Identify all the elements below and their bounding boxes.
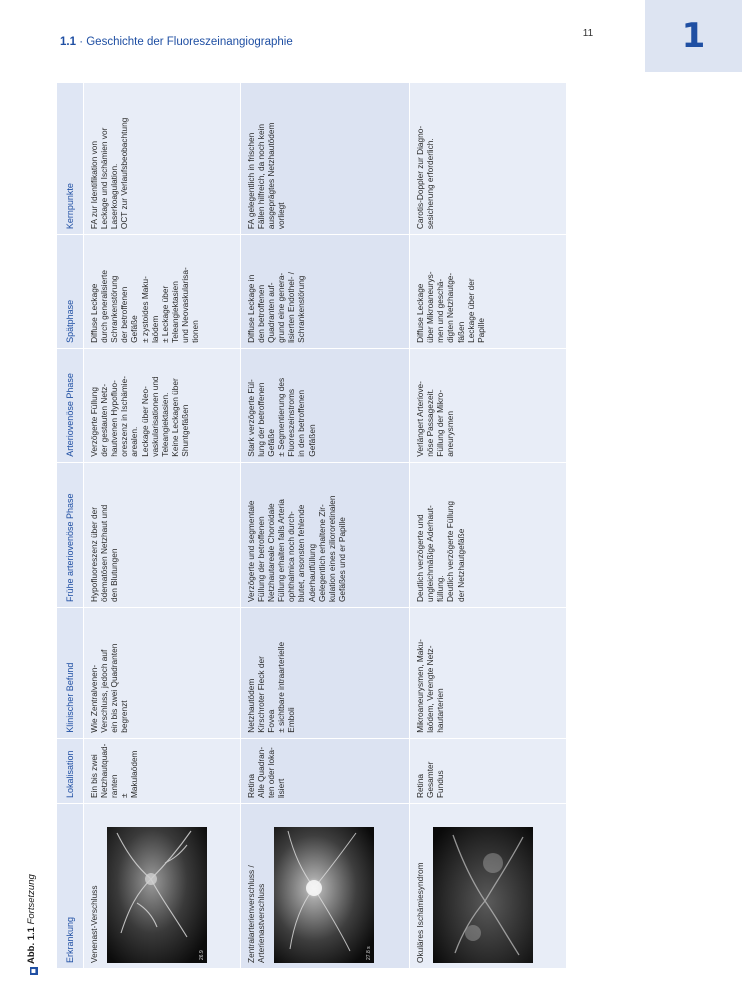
vessel-pattern [107, 827, 207, 963]
page-number: 11 [582, 28, 594, 39]
vessel-pattern [433, 827, 533, 963]
fundus-angiogram-image [433, 827, 533, 963]
caption-label: Abb. 1.1 [26, 927, 37, 964]
caption-marker-icon: ◼ [31, 968, 37, 974]
late-cell: Diffuse Leckage durch generalisierte Schrankenstörung der betroffenen Gefäße ± zystoides Maku- laödem ± Leckage über Teleangiektasien und Neovaskularisa- tionen [84, 235, 241, 349]
disease-name: Zentralarterienverschluss / Arterienastverschluss [245, 865, 267, 963]
table-row [84, 83, 241, 969]
column-header: Frühe arteriovenöse Phase [57, 462, 84, 607]
table-row [240, 83, 409, 969]
disease-name: Venenast-Verschluss [89, 885, 99, 963]
av-cell: Verlängert Arteriove- nöse Passagezeit. Füllung der Mikro- aneurysmen [410, 348, 566, 462]
table-row [410, 83, 566, 969]
early-av-cell: Verzögerte und segmentale Füllung der betroffenen Netzhautareale Choroidale Füllung erhalten falls Arteria ophthalmica noch durch- blutet, ansonsten fehlende Aderhautfüllung Gelegentlich erhaltene Zir- kulation eines ziliororetinalen Gefäßes und er Papille [240, 462, 409, 607]
keypoints-cell: Carotis-Doppler zur Diagno- sesicherung erforderlich. [410, 83, 566, 235]
av-cell: Stark verzögerte Fül- lung der betroffenen Gefäße ± Segmentierung des Fluoreszeinstroms in den betroffenen Gefäßen [240, 348, 409, 462]
caption-suffix: Fortsetzung [26, 874, 37, 925]
chapter-number: 1 [681, 16, 706, 56]
late-cell: Diffuse Leckage über Mikroaneurys- men und geschä- digten Netzhautge- fäßen Leckage über der Papille [410, 235, 566, 349]
section-title: Geschichte der Fluoreszeinangiographie [86, 36, 293, 48]
disease-cell [240, 804, 409, 968]
localization-cell: Ein bis zwei Netzhautquad- ranten ± Makulaödem [84, 738, 241, 803]
keypoints-cell: FA zur Identifikation von Leckage und Ischämien vor Laserkoagulation. OCT zur Verlaufsbeobachtung [84, 83, 241, 235]
disease-name: Okuläres Ischämiesyndrom [415, 862, 426, 963]
figure-caption [26, 835, 40, 975]
localization-cell: Retina Gesamter Fundus [410, 738, 566, 803]
image-timestamp: 27.8 s [366, 946, 373, 960]
column-header: Arteriovenöse Phase [57, 348, 84, 462]
disease-cell [84, 804, 241, 968]
fundus-angiogram-image [274, 827, 374, 963]
table-header-row [57, 83, 84, 969]
keypoints-cell: FA gelegentlich in frischen Fällen hilfreich, da noch kein ausgeprägtes Netzhautödem vorliegt [240, 83, 409, 235]
disease-cell [410, 804, 566, 968]
fundus-angiogram-image [107, 827, 207, 963]
image-timestamp: 26.9 [199, 950, 206, 960]
clinical-cell: Mikroaneurysmen, Maku- laödem, Verengte Netz- hautarterien [410, 608, 566, 739]
localization-cell: Retina Alle Quadran- ten oder loka- lisiert [240, 738, 409, 803]
running-header [60, 36, 293, 48]
av-cell: Verzögerte Füllung der gestauten Netz- hautvenen Hypofluo- oreszenz in Ischämie- arealen. Leckage über Neo- vaskularisationen und Teleangiektasien. Keine Leckagen über Shuntgefäßen [84, 348, 241, 462]
column-header: Klinischer Befund [57, 608, 84, 739]
vessel-pattern [274, 827, 374, 963]
column-header: Erkrankung [57, 804, 84, 968]
clinical-cell: Wie Zentralvenen- Verschluss, jedoch auf ein bis zwei Quadranten begrenzt [84, 608, 241, 739]
clinical-cell: Netzhautödem Kirschroter Fleck der Fovea ± sichtbare intraarterielle Emboli [240, 608, 409, 739]
chapter-tab [645, 0, 742, 72]
early-av-cell: Deutlich verzögerte und ungleichmäßige Aderhaut- füllung. Deutlich verzögerte Füllung der Netzhautgefäße [410, 462, 566, 607]
disease-table [57, 82, 566, 968]
column-header: Lokalisation [57, 738, 84, 803]
column-header: Kernpunkte [57, 83, 84, 235]
rotated-table-container [57, 82, 566, 968]
late-cell: Diffuse Leckage in den betroffenen Quadranten auf- grund eine genera- lisierten Endothel- / Schrankenstörung [240, 235, 409, 349]
early-av-cell: Hypofluoreszenz über der ödematösen Netzhaut und den Blutungen [84, 462, 241, 607]
header-separator: · [76, 36, 87, 48]
section-number: 1.1 [60, 36, 76, 48]
column-header: Spätphase [57, 235, 84, 349]
